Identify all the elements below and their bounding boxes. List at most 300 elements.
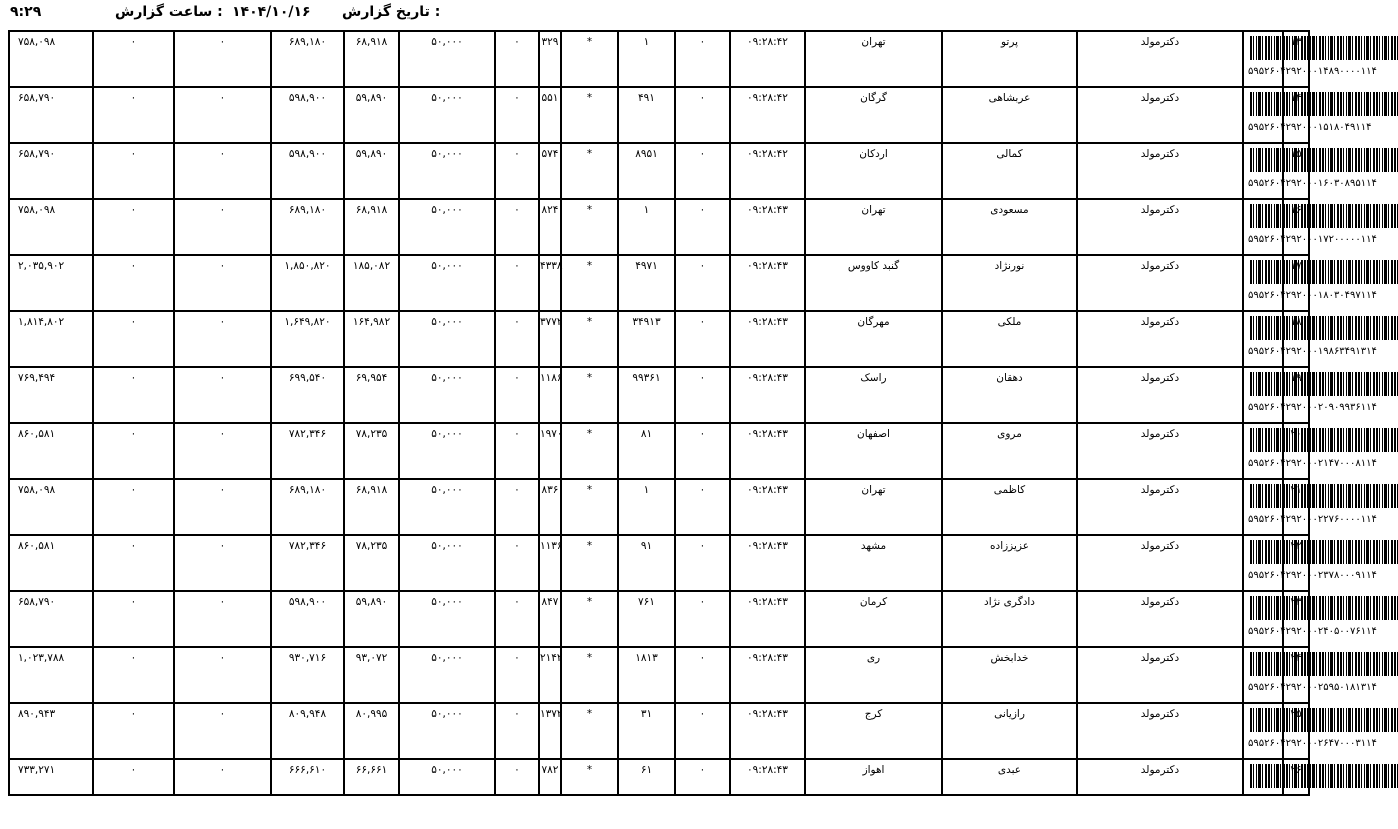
cell-customer-name [942,423,1077,479]
cell-company [1077,311,1243,367]
row-base-amount: ۵۰,۰۰۰ [431,596,463,608]
row-city: مهرگان [857,316,890,328]
row-base-amount: ۵۰,۰۰۰ [431,708,463,720]
cell-company [1077,535,1243,591]
row-zero-value: ۰ [130,596,137,608]
row-star-mark: * [586,204,593,216]
cell-city [805,143,942,199]
row-company: دکترمولد [1140,484,1180,496]
barcode-graphic [1250,36,1398,60]
cell-customer-name [942,479,1077,535]
row-company: دکترمولد [1140,596,1180,608]
cell-zero-value [93,367,174,423]
row-quantity: ۱۱۸۶ [540,372,563,384]
cell-total-amount [9,759,93,795]
row-company: دکترمولد [1140,764,1180,776]
cell-customer-name [942,647,1077,703]
row-zero-value: ۰ [130,92,137,104]
row-tax-amount: ۷۸,۲۳۵ [355,428,388,440]
barcode-graphic [1250,316,1398,340]
row-zero-value: ۰ [514,36,520,48]
row-company: دکترمولد [1140,316,1180,328]
cell-company [1077,255,1243,311]
row-star-mark: * [586,764,593,776]
barcode-graphic [1250,204,1398,228]
cell-city [805,199,942,255]
cell-customer-name [942,759,1077,795]
cell-zero-value [174,423,271,479]
cell-star-mark [561,255,618,311]
cell-net-amount [271,255,344,311]
row-zero-value: ۰ [219,540,226,552]
table-row [9,703,1309,759]
table-row [9,199,1309,255]
row-net-amount: ۷۸۲,۳۴۶ [288,540,327,552]
row-company: دکترمولد [1140,92,1180,104]
row-zero-value: ۰ [219,316,226,328]
row-time: ۰۹:۲۸:۴۳ [747,372,788,384]
cell-number [1283,87,1309,143]
cell-zero-value [174,647,271,703]
cell-code [618,423,675,479]
row-zero-value: ۰ [219,148,226,160]
cell-net-amount [271,647,344,703]
barcode-number: ۵۹۵۲۶۰۴۲۹۲۰۰۰۱۹۸۶۳۴۹۱۳۱۴ [1248,346,1377,357]
cell-total-amount [9,479,93,535]
cell-quantity [539,143,561,199]
cell-company [1077,143,1243,199]
cell-city [805,703,942,759]
cell-zero-value [93,87,174,143]
cell-number [1283,479,1309,535]
cell-star-mark [561,367,618,423]
row-tax-amount: ۱۶۴,۹۸۲ [352,316,391,328]
cell-zero-value [93,255,174,311]
cell-zero-value [93,591,174,647]
row-total-amount: ۷۵۸,۰۹۸ [18,484,56,496]
cell-zero-value [174,591,271,647]
row-quantity: ۸۴۷ [541,596,559,608]
barcode-number: ۵۹۵۲۶۰۴۲۹۲۰۰۰۲۵۹۵۰۱۸۱۳۱۴ [1248,682,1377,693]
cell-zero-value [495,199,539,255]
row-customer-name: مسعودی [990,204,1029,216]
row-zero-value: ۰ [699,484,706,496]
cell-city [805,31,942,87]
cell-quantity [539,591,561,647]
row-zero-value: ۰ [130,204,137,216]
row-star-mark: * [586,540,593,552]
row-total-amount: ۱,۸۱۴,۸۰۲ [18,316,65,328]
row-zero-value: ۰ [514,148,520,160]
cell-base-amount [399,535,495,591]
row-tax-amount: ۵۹,۸۹۰ [355,148,388,160]
row-quantity: ۱۹۷۰ [540,428,563,440]
barcode-graphic [1250,148,1398,172]
cell-code [618,87,675,143]
cell-city [805,479,942,535]
row-time: ۰۹:۲۸:۴۳ [747,540,788,552]
row-zero-value: ۰ [514,92,520,104]
row-company: دکترمولد [1140,372,1180,384]
table-row [9,143,1309,199]
cell-quantity [539,535,561,591]
cell-tax-amount [344,479,399,535]
row-zero-value: ۰ [514,540,520,552]
row-quantity: ۵۷۴ [541,148,559,160]
cell-star-mark [561,311,618,367]
row-zero-value: ۰ [219,708,226,720]
table-row [9,367,1309,423]
cell-base-amount [399,647,495,703]
row-tax-amount: ۵۹,۸۹۰ [355,92,388,104]
cell-zero-value [495,255,539,311]
row-star-mark: * [586,708,593,720]
row-number: ۱۶ [1290,204,1302,216]
cell-zero-value [93,311,174,367]
cell-net-amount [271,703,344,759]
row-customer-name: خدابخش [990,652,1029,664]
row-zero-value: ۰ [699,596,706,608]
cell-number [1283,143,1309,199]
cell-number [1283,703,1309,759]
row-customer-name: دادگری نژاد [984,596,1035,608]
cell-base-amount [399,311,495,367]
cell-tax-amount [344,703,399,759]
row-star-mark: * [586,316,593,328]
cell-time [730,31,805,87]
row-quantity: ۱۱۳۶ [540,540,563,552]
table-row [9,535,1309,591]
row-city: اردکان [859,148,888,160]
row-zero-value: ۰ [130,372,137,384]
cell-zero-value [495,31,539,87]
cell-number [1283,31,1309,87]
cell-company [1077,647,1243,703]
row-base-amount: ۵۰,۰۰۰ [431,148,463,160]
cell-zero-value [174,479,271,535]
cell-base-amount [399,367,495,423]
row-company: دکترمولد [1140,428,1180,440]
cell-star-mark [561,647,618,703]
row-city: تهران [861,36,886,48]
cell-number [1283,255,1309,311]
row-zero-value: ۰ [219,428,226,440]
cell-total-amount [9,143,93,199]
row-customer-name: نورنژاد [994,260,1025,272]
row-zero-value: ۰ [130,260,137,272]
cell-number [1283,647,1309,703]
barcode-graphic [1250,484,1398,508]
cell-city [805,423,942,479]
row-customer-name: عربشاهی [988,92,1031,104]
row-quantity: ۲۱۴۲ [540,652,563,664]
row-base-amount: ۵۰,۰۰۰ [431,428,463,440]
row-net-amount: ۶۹۹,۵۴۰ [288,372,327,384]
row-zero-value: ۰ [699,36,706,48]
row-total-amount: ۱,۰۲۳,۷۸۸ [18,652,65,664]
row-quantity: ۴۳۳۸ [540,260,563,272]
cell-total-amount [9,311,93,367]
cell-time [730,255,805,311]
row-zero-value: ۰ [219,652,226,664]
row-zero-value: ۰ [514,260,520,272]
cell-customer-name [942,535,1077,591]
cell-time [730,423,805,479]
row-number: ۲۵ [1290,708,1302,720]
cell-star-mark [561,87,618,143]
cell-number [1283,423,1309,479]
row-zero-value: ۰ [514,484,520,496]
row-company: دکترمولد [1140,148,1180,160]
table-row [9,423,1309,479]
barcode-graphic [1250,764,1398,788]
cell-tax-amount [344,255,399,311]
cell-zero-value [495,535,539,591]
row-zero-value: ۰ [699,372,706,384]
row-zero-value: ۰ [514,596,520,608]
barcode-number: ۵۹۵۲۶۰۴۲۹۲۰۰۰۲۶۴۷۰۰۰۳۱۱۴ [1248,738,1377,749]
cell-zero-value [675,591,730,647]
cell-net-amount [271,535,344,591]
barcode-graphic [1250,540,1398,564]
row-total-amount: ۸۶۰,۵۸۱ [18,428,56,440]
cell-zero-value [174,759,271,795]
row-zero-value: ۰ [699,260,706,272]
cell-net-amount [271,199,344,255]
row-zero-value: ۰ [130,36,137,48]
cell-quantity [539,367,561,423]
row-star-mark: * [586,260,593,272]
cell-tax-amount [344,199,399,255]
barcode-number: ۵۹۵۲۶۰۴۲۹۲۰۰۰۲۰۹۰۹۹۳۶۱۱۴ [1248,402,1377,413]
cell-zero-value [675,143,730,199]
row-zero-value: ۰ [219,484,226,496]
row-city: کرج [864,708,883,720]
cell-base-amount [399,143,495,199]
cell-city [805,535,942,591]
cell-number [1283,311,1309,367]
row-code: ۸۱ [640,428,653,440]
cell-zero-value [495,311,539,367]
cell-number [1283,367,1309,423]
cell-time [730,703,805,759]
cell-tax-amount [344,87,399,143]
cell-customer-name [942,591,1077,647]
row-code: ۸۹۵۱ [635,148,658,160]
cell-zero-value [174,367,271,423]
row-customer-name: ملکی [997,316,1022,328]
cell-time [730,759,805,795]
row-base-amount: ۵۰,۰۰۰ [431,260,463,272]
row-tax-amount: ۶۸,۹۱۸ [355,484,388,496]
cell-net-amount [271,31,344,87]
row-zero-value: ۰ [514,372,520,384]
barcode-graphic [1250,708,1398,732]
row-tax-amount: ۱۸۵,۰۸۲ [352,260,391,272]
row-quantity: ۳۲۹ [541,36,559,48]
row-time: ۰۹:۲۸:۴۳ [747,764,788,776]
row-total-amount: ۷۶۹,۴۹۴ [18,372,56,384]
row-zero-value: ۰ [699,428,706,440]
row-zero-value: ۰ [514,652,520,664]
cell-tax-amount [344,423,399,479]
cell-zero-value [495,759,539,795]
row-star-mark: * [586,148,593,160]
row-star-mark: * [586,372,593,384]
cell-zero-value [495,143,539,199]
row-total-amount: ۶۵۸,۷۹۰ [18,148,56,160]
cell-company [1077,759,1243,795]
cell-base-amount [399,591,495,647]
cell-zero-value [174,31,271,87]
barcode-number: ۵۹۵۲۶۰۴۲۹۲۰۰۰۲۲۷۶۰۰۰۰۱۱۴ [1248,514,1377,525]
cell-base-amount [399,759,495,795]
cell-total-amount [9,199,93,255]
cell-base-amount [399,479,495,535]
cell-time [730,591,805,647]
row-number: ۱۴ [1290,92,1302,104]
cell-zero-value [675,367,730,423]
cell-net-amount [271,759,344,795]
row-base-amount: ۵۰,۰۰۰ [431,316,463,328]
row-time: ۰۹:۲۸:۴۳ [747,652,788,664]
cell-code [618,199,675,255]
row-code: ۹۱ [640,540,653,552]
cell-quantity [539,87,561,143]
row-city: گنبد کاووس [847,260,900,272]
row-star-mark: * [586,484,593,496]
row-zero-value: ۰ [130,540,137,552]
cell-total-amount [9,87,93,143]
row-company: دکترمولد [1140,260,1180,272]
row-code: ۳۱ [640,708,653,720]
cell-zero-value [174,703,271,759]
cell-zero-value [675,87,730,143]
cell-zero-value [93,479,174,535]
row-total-amount: ۲,۰۳۵,۹۰۲ [18,260,65,272]
cell-tax-amount [344,143,399,199]
row-tax-amount: ۵۹,۸۹۰ [355,596,388,608]
cell-quantity [539,479,561,535]
row-star-mark: * [586,596,593,608]
row-zero-value: ۰ [514,204,520,216]
row-zero-value: ۰ [130,764,137,776]
row-star-mark: * [586,36,593,48]
cell-city [805,591,942,647]
cell-base-amount [399,703,495,759]
barcode-graphic [1250,260,1398,284]
cell-city [805,759,942,795]
row-code: ۴۹۷۱ [635,260,658,272]
row-company: دکترمولد [1140,540,1180,552]
row-net-amount: ۷۸۲,۳۴۶ [288,428,327,440]
row-zero-value: ۰ [130,652,137,664]
row-total-amount: ۷۵۸,۰۹۸ [18,36,56,48]
cell-zero-value [93,143,174,199]
cell-zero-value [675,759,730,795]
cell-quantity [539,255,561,311]
row-city: راسک [860,372,887,384]
cell-customer-name [942,31,1077,87]
row-tax-amount: ۸۰,۹۹۵ [355,708,388,720]
cell-zero-value [495,703,539,759]
row-quantity: ۸۲۴ [541,204,559,216]
table-row [9,31,1309,87]
row-customer-name: عزیززاده [990,540,1029,552]
cell-star-mark [561,479,618,535]
cell-tax-amount [344,647,399,703]
cell-zero-value [675,423,730,479]
row-city: تهران [861,484,886,496]
cell-zero-value [495,367,539,423]
row-number: ۱۷ [1290,260,1302,272]
cell-net-amount [271,143,344,199]
row-city: کرمان [859,596,888,608]
report-rows [9,31,1377,795]
row-tax-amount: ۷۸,۲۳۵ [355,540,388,552]
cell-star-mark [561,759,618,795]
barcode-number: ۵۹۵۲۶۰۴۲۹۲۰۰۰۲۱۴۷۰۰۰۸۱۱۴ [1248,458,1377,469]
row-base-amount: ۵۰,۰۰۰ [431,372,463,384]
row-code: ۳۴۹۱۳ [632,316,661,328]
row-customer-name: مروی [997,428,1022,440]
cell-barcode [1243,759,1283,795]
row-time: ۰۹:۲۸:۴۳ [747,260,788,272]
barcode-number: ۵۹۵۲۶۰۴۲۹۲۰۰۰۲۳۷۸۰۰۰۹۱۱۴ [1248,570,1377,581]
cell-zero-value [675,255,730,311]
row-zero-value: ۰ [514,428,520,440]
cell-zero-value [675,647,730,703]
row-zero-value: ۰ [699,148,706,160]
row-time: ۰۹:۲۸:۴۲ [747,36,788,48]
cell-number [1283,199,1309,255]
cell-net-amount [271,311,344,367]
cell-time [730,647,805,703]
cell-star-mark [561,591,618,647]
table-row [9,479,1309,535]
row-code: ۱ [643,484,650,496]
row-zero-value: ۰ [699,316,706,328]
row-tax-amount: ۶۸,۹۱۸ [355,36,388,48]
cell-customer-name [942,87,1077,143]
cell-zero-value [174,535,271,591]
cell-city [805,255,942,311]
cell-total-amount [9,255,93,311]
table-row [9,87,1309,143]
cell-company [1077,479,1243,535]
cell-number [1283,535,1309,591]
barcode-graphic [1250,652,1398,676]
cell-star-mark [561,199,618,255]
row-zero-value: ۰ [514,708,520,720]
row-base-amount: ۵۰,۰۰۰ [431,540,463,552]
cell-company [1077,31,1243,87]
cell-customer-name [942,143,1077,199]
cell-zero-value [675,535,730,591]
row-number: ۱۵ [1290,148,1302,160]
cell-code [618,647,675,703]
row-net-amount: ۵۹۸,۹۰۰ [288,92,327,104]
cell-code [618,31,675,87]
cell-zero-value [495,479,539,535]
row-time: ۰۹:۲۸:۴۳ [747,204,788,216]
row-net-amount: ۱,۶۴۹,۸۲۰ [284,316,331,328]
cell-star-mark [561,31,618,87]
cell-zero-value [174,87,271,143]
cell-zero-value [495,87,539,143]
row-customer-name: کاظمی [993,484,1026,496]
row-customer-name: رازیانی [994,708,1025,720]
